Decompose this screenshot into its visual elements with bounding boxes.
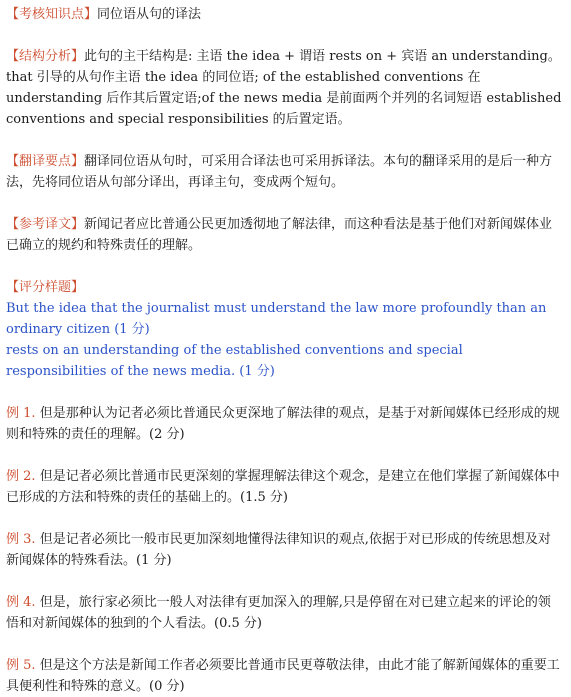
example-label: 例 1. xyxy=(6,406,36,421)
section-tag: 【翻译要点】 xyxy=(6,154,85,169)
example-text: 但是记者必须比普通市民更深刻的掌握理解法律这个观念，是建立在他们掌握了新闻媒体中已形成的方法和特殊的责任的基础上的。(1.5 分) xyxy=(6,469,560,505)
example-5 xyxy=(6,655,562,697)
example-text: 但是这个方法是新闻工作者必须要比普通市民更尊敬法律，由此才能了解新闻媒体的重要工具便利性和特殊的意义。(0 分) xyxy=(6,658,560,694)
example-4 xyxy=(6,592,562,634)
section-text: 同位语从句的译法 xyxy=(97,7,202,22)
example-label: 例 5. xyxy=(6,658,36,673)
section-text: 新闻记者应比普通公民更加透彻地了解法律，而这种看法是基于他们对新闻媒体业已确立的规约和特殊责任的理解。 xyxy=(6,217,553,253)
section-text: 此句的主干结构是: 主语 the idea + 谓语 rests on + 宾语 an understanding。that 引导的从句作主语 the idea 的同位语; of the established conventions 在 understanding 后作其后置定语;of the news media 是前面两个并列的名词短语 established conventions and special responsibilities 的后置定语。 xyxy=(6,49,562,127)
section-translation-points xyxy=(6,151,562,193)
sample-line-2: rests on an understanding of the established conventions and special responsibilities of the news media. (1 分) xyxy=(6,343,463,379)
section-assessment-point xyxy=(6,4,562,25)
example-label: 例 3. xyxy=(6,532,36,547)
section-tag: 【参考译文】 xyxy=(6,217,85,232)
example-2 xyxy=(6,466,562,508)
section-structure-analysis xyxy=(6,46,562,130)
section-text: 翻译同位语从句时，可采用合译法也可采用拆译法。本句的翻译采用的是后一种方法，先将同位语从句部分译出，再译主句，变成两个短句。 xyxy=(6,154,553,190)
section-scoring-sample xyxy=(6,277,562,382)
section-reference-translation xyxy=(6,214,562,256)
example-1 xyxy=(6,403,562,445)
example-label: 例 4. xyxy=(6,595,36,610)
section-tag: 【考核知识点】 xyxy=(6,7,98,22)
section-tag: 【结构分析】 xyxy=(6,49,85,64)
example-text: 但是，旅行家必须比一般人对法律有更加深入的理解,只是停留在对已建立起来的评论的领悟和对新闻媒体的独到的个人看法。(0.5 分) xyxy=(6,595,551,631)
example-text: 但是记者必须比一般市民更加深刻地懂得法律知识的观点,依据于对已形成的传统思想及对新闻媒体的特殊看法。(1 分) xyxy=(6,532,551,568)
section-tag: 【评分样题】 xyxy=(6,280,85,295)
example-3 xyxy=(6,529,562,571)
example-text: 但是那种认为记者必须比普通民众更深地了解法律的观点，是基于对新闻媒体已经形成的规则和特殊的责任的理解。(2 分) xyxy=(6,406,560,442)
sample-line-1: But the idea that the journalist must understand the law more profoundly than an ordinary citizen (1 分) xyxy=(6,301,547,337)
example-label: 例 2. xyxy=(6,469,36,484)
